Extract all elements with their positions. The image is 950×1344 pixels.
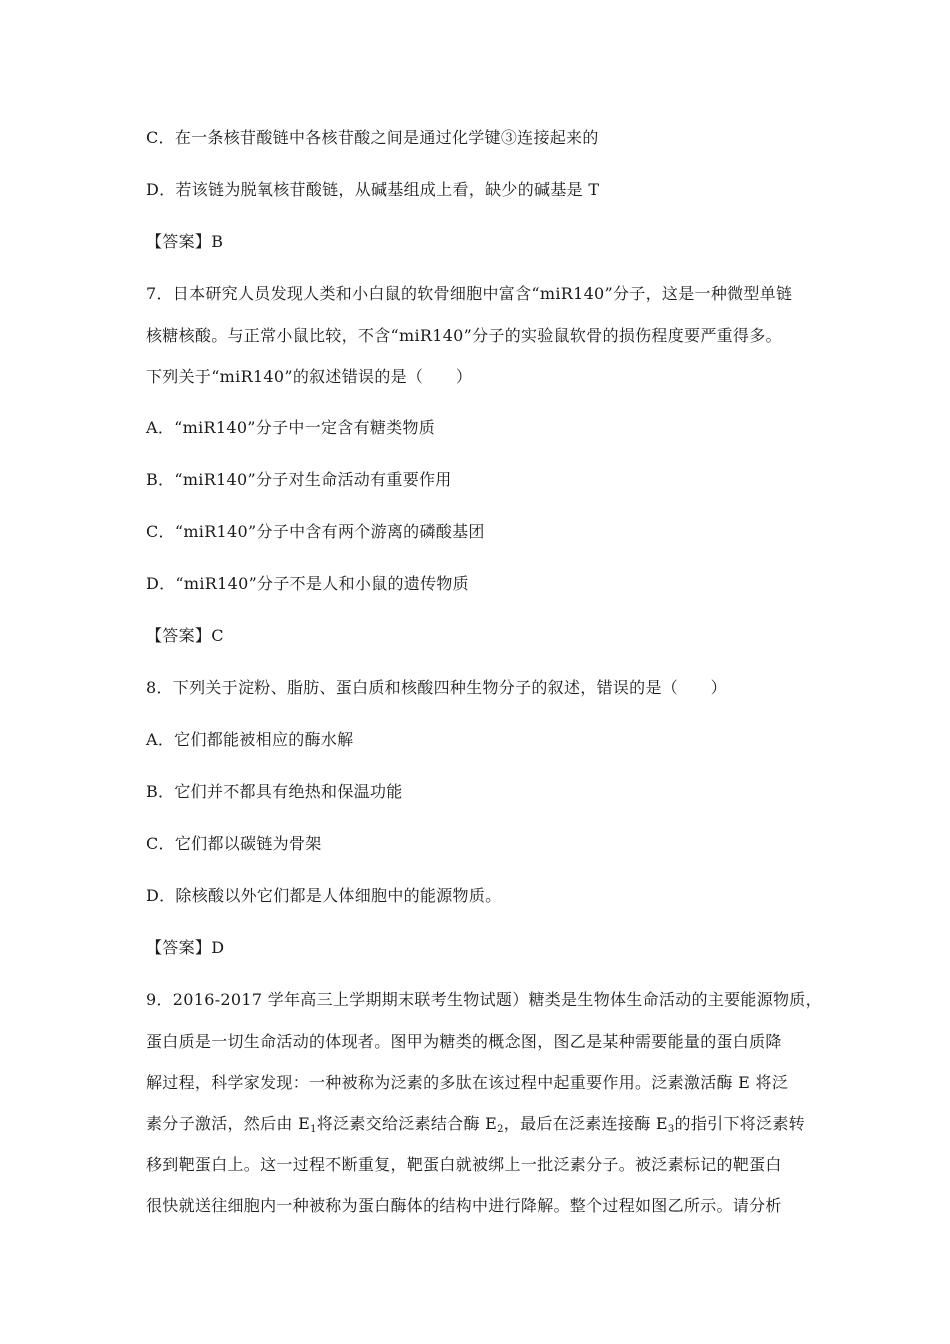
question-7-line-1: 7．日本研究人员发现人类和小白鼠的软骨细胞中富含“miR140”分子，这是一种微型单链 [146, 284, 793, 303]
subscript: 1 [310, 1124, 317, 1135]
text-span: 素分子激活，然后由 E [146, 1114, 311, 1133]
question-9-line-1: 9．2016-2017 学年高三上学期期末联考生物试题）糖类是生物体生命活动的主要能源物质， [146, 990, 822, 1009]
option-b-q8: B．它们并不都具有绝热和保温功能 [146, 782, 403, 801]
text-span: 的指引下将泛素转 [674, 1114, 805, 1133]
question-9-line-2: 蛋白质是一切生命活动的体现者。图甲为糖类的概念图，图乙是某种需要能量的蛋白质降 [146, 1032, 782, 1051]
question-9-line-3: 解过程，科学家发现：一种被称为泛素的多肽在该过程中起重要作用。泛素激活酶 E 将泛 [146, 1073, 789, 1092]
question-9-line-5: 移到靶蛋白上。这一过程不断重复，靶蛋白就被绑上一批泛素分子。被泛素标记的靶蛋白 [146, 1155, 782, 1174]
option-d-q7: D．“miR140”分子不是人和小鼠的遗传物质 [146, 574, 469, 593]
text-span: ，最后在泛素连接酶 E [503, 1114, 668, 1133]
option-a-q8: A．它们都能被相应的酶水解 [146, 730, 354, 749]
option-c-q6: C．在一条核苷酸链中各核苷酸之间是通过化学键③连接起来的 [146, 128, 599, 147]
question-7-line-2: 核糖核酸。与正常小鼠比较，不含“miR140”分子的实验鼠软骨的损伤程度要严重得多。 [146, 326, 782, 345]
question-9-line-4 [146, 1114, 805, 1134]
answer-q6: 【答案】B [146, 232, 224, 251]
subscript: 3 [667, 1124, 675, 1135]
subscript: 2 [497, 1124, 504, 1135]
question-7-line-3: 下列关于“miR140”的叙述错误的是（ ） [146, 367, 473, 386]
answer-q7: 【答案】C [146, 626, 224, 645]
question-8: 8．下列关于淀粉、脂肪、蛋白质和核酸四种生物分子的叙述，错误的是（ ） [146, 678, 727, 697]
option-a-q7: A．“miR140”分子中一定含有糖类物质 [146, 418, 436, 437]
option-b-q7: B．“miR140”分子对生命活动有重要作用 [146, 470, 452, 489]
option-c-q8: C．它们都以碳链为骨架 [146, 834, 322, 853]
option-d-q6: D．若该链为脱氧核苷酸链，从碱基组成上看，缺少的碱基是 T [146, 180, 600, 199]
option-c-q7: C．“miR140”分子中含有两个游离的磷酸基团 [146, 522, 485, 541]
option-d-q8: D．除核酸以外它们都是人体细胞中的能源物质。 [146, 886, 502, 905]
question-9-line-6: 很快就送往细胞内一种被称为蛋白酶体的结构中进行降解。整个过程如图乙所示。请分析 [146, 1196, 782, 1215]
answer-q8: 【答案】D [146, 938, 225, 957]
text-span: 将泛素交给泛素结合酶 E [316, 1114, 498, 1133]
